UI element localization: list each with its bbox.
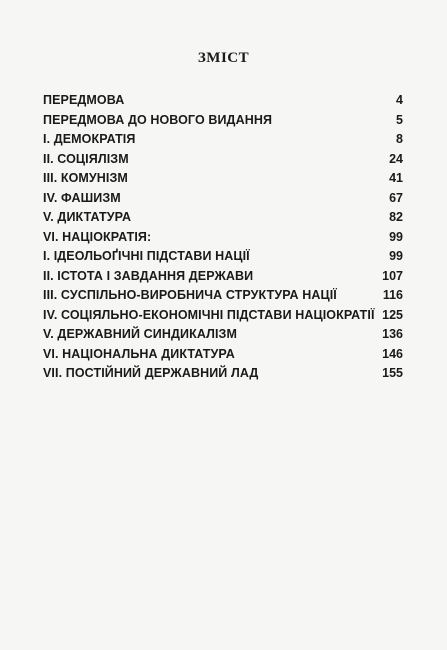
toc-entry (43, 208, 403, 228)
toc-entry-page: 99 (389, 229, 403, 244)
toc-entry-label: VI. НАЦІОКРАТІЯ: (43, 229, 152, 244)
toc-entry (43, 306, 403, 326)
toc-entry-page: 125 (382, 307, 403, 322)
toc-entry-page: 4 (396, 93, 403, 107)
toc-entry-page: 155 (382, 366, 403, 380)
toc-entry-label: V. ДИКТАТУРА (43, 210, 132, 224)
toc-entry (43, 130, 403, 150)
toc-entry-label: III. СУСПІЛЬНО-ВИРОБНИЧА СТРУКТУРА НАЦІЇ (43, 288, 337, 302)
toc-entry (43, 364, 403, 384)
toc-entry-label: II. ІСТОТА І ЗАВДАННЯ ДЕРЖАВИ (43, 268, 254, 283)
toc-entry-label: IV. ФАШИЗМ (43, 190, 121, 205)
toc-entry-label: VII. ПОСТІЙНИЙ ДЕРЖАВНИЙ ЛАД (43, 366, 259, 380)
toc-entry (43, 286, 403, 306)
toc-entry-page: 5 (396, 112, 403, 127)
toc-entry (43, 91, 403, 111)
toc-entry-page: 136 (382, 327, 403, 341)
toc-entry-label: III. КОМУНІЗМ (43, 171, 128, 185)
toc-entry (43, 189, 403, 209)
toc-entry (43, 228, 403, 248)
toc-entry-label: І. ДЕМОКРАТІЯ (43, 132, 136, 146)
toc-entry (43, 345, 403, 365)
toc-entry-label: ПЕРЕДМОВА ДО НОВОГО ВИДАННЯ (43, 112, 273, 127)
toc-entry (43, 150, 403, 170)
toc-entry-page: 8 (396, 132, 403, 146)
toc-entry-page: 41 (389, 171, 403, 185)
toc-entry (43, 267, 403, 287)
toc-entry-page: 99 (389, 249, 403, 263)
toc-entry-label: І. ІДЕОЛЬОҐІЧНІ ПІДСТАВИ НАЦІЇ (43, 249, 250, 263)
toc-entry-page: 107 (382, 268, 403, 283)
page-title: ЗМІСТ (197, 50, 250, 66)
toc-entry-label: II. СОЦІЯЛІЗМ (43, 151, 129, 166)
toc-entry-label: VI. НАЦІОНАЛЬНА ДИКТАТУРА (43, 346, 235, 361)
toc-entry (43, 325, 403, 345)
toc-entry-page: 67 (389, 190, 403, 205)
toc-entry-page: 82 (389, 210, 403, 224)
toc-entry (43, 169, 403, 189)
toc-entry-page: 24 (389, 151, 403, 166)
toc-entry-label: IV. СОЦІЯЛЬНО-ЕКОНОМІЧНІ ПІДСТАВИ НАЦІОКРАТІЇ (43, 307, 375, 322)
toc-entry-page: 146 (382, 346, 403, 361)
toc-entry-page: 116 (382, 288, 403, 302)
toc-entry-label: ПЕРЕДМОВА (43, 93, 125, 107)
toc-entry-label: V. ДЕРЖАВНИЙ СИНДИКАЛІЗМ (43, 327, 237, 341)
table-of-contents (43, 91, 403, 384)
toc-entry (43, 247, 403, 267)
toc-entry (43, 111, 403, 131)
